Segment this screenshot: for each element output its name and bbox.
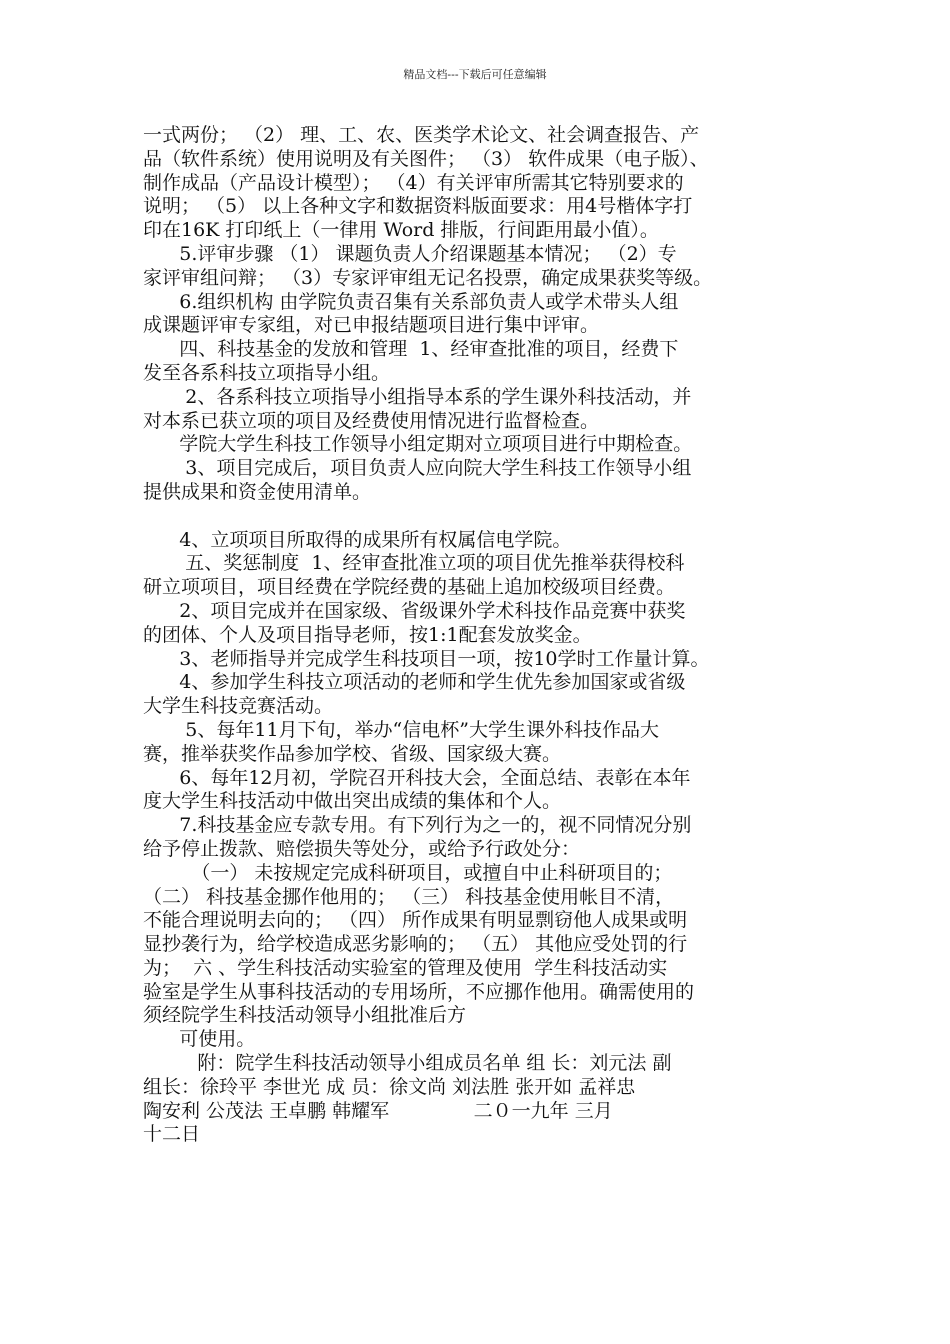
- text-line: 成课题评审专家组，对已申报结题项目进行集中评审。: [143, 314, 600, 337]
- text-line: 6、每年12月初，学院召开科技大会，全面总结、表彰在本年: [143, 766, 691, 789]
- text-line: 可使用。: [143, 1028, 256, 1051]
- text-line: 提供成果和资金使用清单。: [143, 480, 372, 503]
- text-line: 7.科技基金应专款专用。有下列行为之一的，视不同情况分别: [143, 814, 692, 837]
- text-line: （一） 未按规定完成科研项目，或擅自中止科研项目的；: [143, 861, 673, 884]
- text-line: 5、每年11月下旬，举办“信电杯”大学生课外科技作品大: [143, 718, 659, 741]
- text-line: 5.评审步骤 （1） 课题负责人介绍课题基本情况； （2）专: [143, 242, 677, 265]
- text-line: 的团体、个人及项目指导老师，按1:1配套发放奖金。: [143, 623, 592, 646]
- text-line: 2、各系科技立项指导小组指导本系的学生课外科技活动，并: [143, 385, 692, 408]
- text-line: 制作成品（产品设计模型）； （4）有关评审所需其它特别要求的: [143, 171, 684, 194]
- document-body: [143, 124, 811, 1147]
- text-line: 2、项目完成并在国家级、省级课外学术科技作品竞赛中获奖: [143, 599, 686, 622]
- text-line: 发至各系科技立项指导小组。: [143, 361, 391, 384]
- text-line: 大学生科技竞赛活动。: [143, 695, 334, 718]
- text-line: 学院大学生科技工作领导小组定期对立项项目进行中期检查。: [143, 433, 693, 456]
- text-line: 印在16K 打印纸上（一律用 Word 排版，行间距用最小值）。: [143, 219, 659, 242]
- text-line: 品（软件系统）使用说明及有关图件； （3） 软件成果（电子版）、: [143, 147, 709, 170]
- text-line: 研立项项目，项目经费在学院经费的基础上追加校级项目经费。: [143, 576, 676, 599]
- text-line: 显抄袭行为，给学校造成恶劣影响的； （五） 其他应受处罚的行: [143, 933, 688, 956]
- text-line: 不能合理说明去向的； （四） 所作成果有明显剽窃他人成果或明: [143, 909, 688, 932]
- text-line: 一式两份； （2） 理、工、农、医类学术论文、社会调查报告、产: [143, 124, 700, 146]
- text-line: 验室是学生从事科技活动的专用场所，不应挪作他用。确需使用的: [143, 980, 695, 1003]
- text-line: 度大学生科技活动中做出突出成绩的集体和个人。: [143, 790, 562, 813]
- text-line: 6.组织机构 由学院负责召集有关系部负责人或学术带头人组: [143, 290, 679, 313]
- text-line: 家评审组问辩； （3）专家评审组无记名投票，确定成果获奖等级。: [143, 266, 713, 289]
- text-line: 须经院学生科技活动领导小组批准后方: [143, 1004, 467, 1027]
- text-line: 4、立项项目所取得的成果所有权属信电学院。: [143, 528, 572, 551]
- text-line: （二） 科技基金挪作他用的； （三） 科技基金使用帐目不清，: [143, 885, 675, 908]
- text-line: 十二日: [143, 1123, 201, 1146]
- text-line: 四、科技基金的发放和管理 1、经审查批准的项目，经费下: [143, 338, 679, 361]
- text-line: 4、参加学生科技立项活动的老师和学生优先参加国家或省级: [143, 671, 686, 694]
- text-line: 附：院学生科技活动领导小组成员名单 组 长：刘元法 副: [143, 1052, 672, 1075]
- text-line: 3、项目完成后，项目负责人应向院大学生科技工作领导小组: [143, 457, 692, 480]
- text-line: 对本系已获立项的项目及经费使用情况进行监督检查。: [143, 409, 600, 432]
- text-line: 五、奖惩制度 1、经审查批准立项的项目优先推举获得校科: [143, 552, 685, 575]
- text-line: 赛，推举获奖作品参加学校、省级、国家级大赛。: [143, 742, 562, 765]
- page-header: 精品文档---下载后可任意编辑: [403, 68, 547, 81]
- text-line: 陶安利 公茂法 王卓鹏 韩耀军 二０一九年 三月: [143, 1099, 613, 1122]
- text-line: 组长：徐玲平 李世光 成 员：徐文尚 刘法胜 张开如 孟祥忠: [143, 1075, 636, 1098]
- text-line: 说明； （5） 以上各种文字和数据资料版面要求：用4号楷体字打: [143, 195, 693, 218]
- text-line: 给予停止拨款、赔偿损失等处分，或给予行政处分：: [143, 837, 581, 860]
- text-line: 3、老师指导并完成学生科技项目一项，按10学时工作量计算。: [143, 647, 710, 670]
- text-line: 为； 六 、学生科技活动实验室的管理及使用 学生科技活动实: [143, 956, 668, 979]
- text-line: [143, 505, 811, 529]
